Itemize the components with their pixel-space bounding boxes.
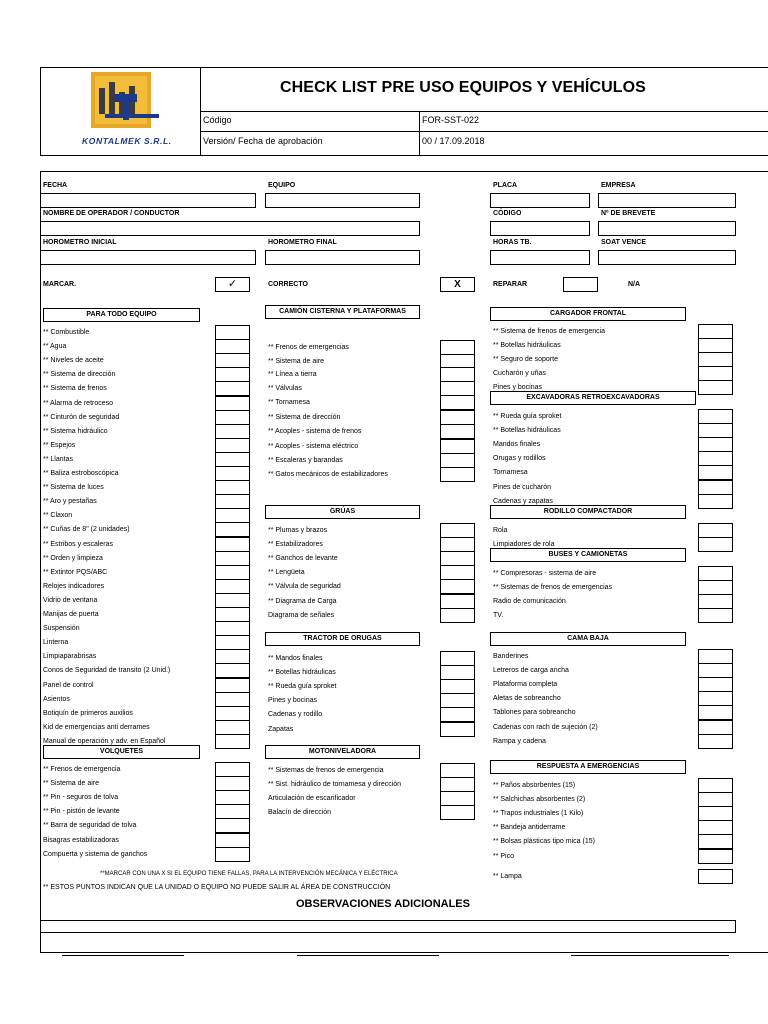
checklist-item-checkbox[interactable]	[698, 677, 733, 692]
observaciones-title: OBSERVACIONES ADICIONALES	[296, 898, 470, 910]
checklist-item-checkbox[interactable]	[215, 678, 250, 693]
checklist-item-checkbox[interactable]	[440, 551, 475, 566]
checklist-item-checkbox[interactable]	[215, 847, 250, 862]
checklist-item-label: Zapatas	[268, 726, 294, 733]
checklist-item-checkbox[interactable]	[215, 720, 250, 735]
checklist-item-checkbox[interactable]	[215, 790, 250, 805]
checklist-item-checkbox[interactable]	[215, 353, 250, 368]
checklist-item-checkbox[interactable]	[215, 537, 250, 552]
checklist-item-checkbox[interactable]	[215, 424, 250, 439]
checklist-item-label: ** Trapos industriales (1 Kilo)	[493, 810, 584, 817]
checklist-item-checkbox[interactable]	[698, 869, 733, 884]
checklist-item-label: Mandos finales	[493, 441, 541, 448]
checklist-item-label: Limpiadores de rola	[493, 541, 555, 548]
checklist-item-checkbox[interactable]	[698, 778, 733, 793]
checklist-item-checkbox[interactable]	[215, 607, 250, 622]
checklist-item-checkbox[interactable]	[440, 410, 475, 425]
empresa-field[interactable]	[598, 193, 736, 208]
checklist-item-label: Cadenas con rach de sujeción (2)	[493, 724, 598, 731]
footer-note-fallas: **MARCAR CON UNA X SI EL EQUIPO TIENE FALLAS, PARA LA INTERVENCIÓN MECÁNICA Y ELÉCTRICA	[100, 871, 398, 877]
soat-field[interactable]	[598, 250, 736, 265]
checklist-item-checkbox[interactable]	[698, 537, 733, 552]
checklist-item-checkbox[interactable]	[215, 325, 250, 340]
brevete-label: Nº DE BREVETE	[601, 210, 656, 217]
checklist-item-checkbox[interactable]	[215, 381, 250, 396]
checklist-item-checkbox[interactable]	[698, 423, 733, 438]
section-title-rodi: RODILLO COMPACTADOR	[490, 505, 686, 519]
equipo-field[interactable]	[265, 193, 420, 208]
checklist-item-label: ** Sist. hidráulico de tornamesa y dirección	[268, 781, 402, 788]
checklist-item-checkbox[interactable]	[698, 324, 733, 339]
checklist-item-label: ** Lampa	[493, 873, 522, 880]
checklist-item-label: Radio de comunicación	[493, 598, 566, 605]
checklist-item-checkbox[interactable]	[440, 651, 475, 666]
checklist-item-checkbox[interactable]	[215, 339, 250, 354]
checklist-item-label: ** Aro y pestañas	[43, 498, 97, 505]
checklist-item-checkbox[interactable]	[698, 820, 733, 835]
checklist-item-checkbox[interactable]	[215, 508, 250, 523]
checklist-item-checkbox[interactable]	[698, 849, 733, 864]
checklist-item-label: ** Pico	[493, 853, 515, 860]
checklist-item-label: Suspensión	[43, 625, 80, 632]
checklist-item-checkbox[interactable]	[698, 580, 733, 595]
checklist-item-label: ** Botellas hidráulicas	[493, 342, 561, 349]
checklist-item-checkbox[interactable]	[215, 734, 250, 749]
checklist-item-label: Rola	[493, 527, 508, 534]
checklist-item-label: Balacín de dirección	[268, 809, 332, 816]
checklist-item-checkbox[interactable]	[440, 579, 475, 594]
checklist-item-checkbox[interactable]	[698, 409, 733, 424]
checklist-item-label: ** Diagrama de Carga	[268, 598, 337, 605]
empresa-label: EMPRESA	[601, 182, 636, 189]
checklist-item-checkbox[interactable]	[215, 635, 250, 650]
version-label: Versión/ Fecha de aprobación	[203, 136, 323, 146]
signature-line-3	[571, 955, 729, 956]
checklist-item-checkbox[interactable]	[698, 608, 733, 623]
correcto-label: CORRECTO	[268, 281, 308, 288]
checklist-item-checkbox[interactable]	[440, 763, 475, 778]
checklist-item-label: Kid de emergencias anti derrames	[43, 724, 150, 731]
checklist-item-label: Tablones para sobreancho	[493, 709, 576, 716]
checklist-item-label: ** Niveles de aceite	[43, 357, 104, 364]
checklist-item-checkbox[interactable]	[698, 792, 733, 807]
checklist-item-label: Pines de cucharón	[493, 484, 551, 491]
checklist-item-label: Tornamesa	[493, 469, 528, 476]
checklist-item-checkbox[interactable]	[698, 338, 733, 353]
checklist-item-label: ** Cinturón de seguridad	[43, 414, 120, 421]
operador-field[interactable]	[40, 221, 420, 236]
checklist-item-checkbox[interactable]	[698, 366, 733, 381]
legend-na-box	[563, 277, 598, 292]
checklist-item-checkbox[interactable]	[440, 594, 475, 609]
checklist-item-label: Relojes indicadores	[43, 583, 105, 590]
checklist-item-label: ** Espejos	[43, 442, 76, 449]
checklist-item-label: ** Mandos finales	[268, 655, 323, 662]
checklist-item-checkbox[interactable]	[215, 706, 250, 721]
checklist-item-checkbox[interactable]	[215, 367, 250, 382]
checklist-item-checkbox[interactable]	[215, 818, 250, 833]
checklist-item-checkbox[interactable]	[215, 804, 250, 819]
checklist-item-label: ** Escaleras y barandas	[268, 457, 343, 464]
checklist-item-checkbox[interactable]	[440, 777, 475, 792]
checklist-item-label: ** Frenos de emergencia	[43, 766, 121, 773]
checklist-item-checkbox[interactable]	[215, 621, 250, 636]
checklist-item-label: ** Rueda guía sproket	[268, 683, 337, 690]
checklist-item-label: ** Sistemas de frenos de emergencias	[493, 584, 613, 591]
checklist-item-label: ** Sistema de dirección	[43, 371, 116, 378]
checklist-item-checkbox[interactable]	[698, 566, 733, 581]
checklist-item-label: ** Barra de seguridad de tolva	[43, 822, 137, 829]
checklist-item-label: ** Claxon	[43, 512, 73, 519]
checklist-item-label: ** Cuñas de 8" (2 unidades)	[43, 526, 130, 533]
checklist-item-checkbox[interactable]	[440, 537, 475, 552]
checklist-item-label: ** Compresoras - sistema de aire	[493, 570, 597, 577]
checklist-item-checkbox[interactable]	[215, 833, 250, 848]
section-title-moto: MOTONIVELADORA	[265, 745, 420, 759]
checklist-item-label: Manijas de puerta	[43, 611, 99, 618]
checklist-item-checkbox[interactable]	[440, 693, 475, 708]
checklist-item-label: ** Válvulas	[268, 385, 302, 392]
checklist-item-label: ** Lengüeta	[268, 569, 305, 576]
checklist-item-label: ** Combustible	[43, 329, 90, 336]
checklist-item-label: ** Estabilizadores	[268, 541, 323, 548]
checklist-item-checkbox[interactable]	[698, 705, 733, 720]
checklist-item-checkbox[interactable]	[698, 734, 733, 749]
checklist-item-label: ** Alarma de retroceso	[43, 400, 114, 407]
checklist-item-label: ** Bolsas plásticas tipo mica (15)	[493, 838, 595, 845]
checklist-item-label: ** Frenos de emergencias	[268, 344, 349, 351]
checklist-item-checkbox[interactable]	[215, 438, 250, 453]
checklist-item-label: ** Sistema de aire	[268, 358, 325, 365]
section-title-carg: CARGADOR FRONTAL	[490, 307, 686, 321]
horometro-inicial-label: HOROMETRO INICIAL	[43, 239, 117, 246]
checklist-item-checkbox[interactable]	[440, 467, 475, 482]
checklist-item-label: ** Sistemas de frenos de emergencia	[268, 767, 384, 774]
checklist-item-checkbox[interactable]	[698, 806, 733, 821]
brevete-field[interactable]	[598, 221, 736, 236]
checklist-item-label: ** Tornamesa	[268, 399, 310, 406]
section-title-bus: BUSES Y CAMIONETAS	[490, 548, 686, 562]
checklist-item-label: Rampa y cadena	[493, 738, 546, 745]
checklist-item-label: Compuerta y sistema de ganchos	[43, 851, 148, 858]
checklist-item-checkbox[interactable]	[440, 439, 475, 454]
checklist-item-label: Articulación de escarificador	[268, 795, 356, 802]
reparar-label: REPARAR	[493, 281, 528, 288]
checklist-item-label: ** Sistema de luces	[43, 484, 104, 491]
section-title-cama: CAMA BAJA	[490, 632, 686, 646]
legend-repair-box: X	[440, 277, 475, 292]
checklist-item-checkbox[interactable]	[215, 762, 250, 777]
checklist-item-checkbox[interactable]	[698, 451, 733, 466]
checklist-item-label: ** Agua	[43, 343, 67, 350]
checklist-item-label: ** Acoples - sistema eléctrico	[268, 443, 359, 450]
checklist-item-label: ** Sistema de frenos	[43, 385, 107, 392]
code-value: FOR-SST-022	[422, 115, 480, 125]
observaciones-field[interactable]	[40, 920, 736, 933]
equipo-label: EQUIPO	[268, 182, 296, 189]
checklist-item-checkbox[interactable]	[440, 453, 475, 468]
checklist-item-label: ** Llantas	[43, 456, 73, 463]
checklist-item-checkbox[interactable]	[215, 565, 250, 580]
checklist-item-checkbox[interactable]	[215, 593, 250, 608]
checklist-item-checkbox[interactable]	[215, 410, 250, 425]
checklist-item-label: ** Rueda guía sproket	[493, 413, 562, 420]
checklist-item-label: Pines y bocinas	[268, 697, 318, 704]
section-title-retro: EXCAVADORAS RETROEXCAVADORAS	[490, 391, 696, 405]
horometro-final-field[interactable]	[265, 250, 420, 265]
horas-label: HORAS TB.	[493, 239, 532, 246]
checklist-item-label: Limpiaparabrisas	[43, 653, 97, 660]
checklist-item-label: ** Válvula de seguridad	[268, 583, 341, 590]
marcar-label: MARCAR.	[43, 281, 77, 288]
checklist-item-label: ** Ganchos de levante	[268, 555, 338, 562]
operador-label: NOMBRE DE OPERADOR / CONDUCTOR	[43, 210, 180, 217]
form-frame	[40, 171, 768, 953]
checklist-item-checkbox[interactable]	[440, 791, 475, 806]
checklist-item-label: Conos de Seguridad de transito (2 Unid.)	[43, 667, 171, 674]
checklist-item-checkbox[interactable]	[440, 340, 475, 355]
checklist-item-label: Asientos	[43, 696, 70, 703]
checklist-item-checkbox[interactable]	[215, 551, 250, 566]
section-title-trac: TRACTOR DE ORUGAS	[265, 632, 420, 646]
checklist-item-checkbox[interactable]	[215, 649, 250, 664]
checklist-item-label: ** Estribos y escaleras	[43, 541, 114, 548]
checklist-item-checkbox[interactable]	[215, 663, 250, 678]
checklist-item-checkbox[interactable]	[215, 579, 250, 594]
checklist-item-label: TV.	[493, 612, 504, 619]
checklist-item-checkbox[interactable]	[440, 707, 475, 722]
checklist-item-label: Banderines	[493, 653, 529, 660]
checklist-item-checkbox[interactable]	[440, 367, 475, 382]
checklist-item-label: Diagrama de señales	[268, 612, 335, 619]
fecha-label: FECHA	[43, 182, 68, 189]
checklist-item-label: ** Sistema de dirección	[268, 414, 341, 421]
checklist-item-checkbox[interactable]	[440, 424, 475, 439]
checklist-item-checkbox[interactable]	[215, 776, 250, 791]
checklist-item-label: ** Botellas hidráulicas	[493, 427, 561, 434]
checklist-item-checkbox[interactable]	[215, 494, 250, 509]
checklist-item-label: Orugas y rodillos	[493, 455, 546, 462]
checklist-item-label: Linterna	[43, 639, 69, 646]
section-title-cist: CAMIÓN CISTERNA Y PLATAFORMAS	[265, 305, 420, 319]
checklist-item-checkbox[interactable]	[440, 665, 475, 680]
checklist-item-label: ** Botellas hidráulicas	[268, 669, 336, 676]
checklist-item-label: ** Baliza estroboscópica	[43, 470, 119, 477]
header-divider-mid	[419, 111, 420, 156]
checklist-item-checkbox[interactable]	[440, 523, 475, 538]
checklist-item-checkbox[interactable]	[698, 480, 733, 495]
checklist-item-label: ** Paños absorbentes (15)	[493, 782, 576, 789]
checklist-item-label: ** Sistema de aire	[43, 780, 100, 787]
checklist-item-label: Aletas de sobreancho	[493, 695, 561, 702]
checklist-item-checkbox[interactable]	[440, 395, 475, 410]
checklist-item-label: Manual de operación y adv. en Español	[43, 738, 166, 745]
checklist-item-label: Plataforma completa	[493, 681, 558, 688]
page-title: CHECK LIST PRE USO EQUIPOS Y VEHÍCULOS	[280, 79, 646, 96]
fecha-field[interactable]	[40, 193, 256, 208]
checklist-item-label: ** Sistema hidráulico	[43, 428, 108, 435]
checklist-item-label: Botiquín de primeros auxilios	[43, 710, 133, 717]
checklist-item-checkbox[interactable]	[215, 692, 250, 707]
checklist-item-checkbox[interactable]	[698, 594, 733, 609]
checklist-item-checkbox[interactable]	[440, 679, 475, 694]
checklist-item-checkbox[interactable]	[698, 380, 733, 395]
checklist-item-label: Panel de control	[43, 682, 94, 689]
horometro-inicial-field[interactable]	[40, 250, 256, 265]
checklist-item-checkbox[interactable]	[215, 522, 250, 537]
footer-note-no-salir: ** ESTOS PUNTOS INDICAN QUE LA UNIDAD O EQUIPO NO PUEDE SALIR AL ÁREA DE CONSTRUCCIÓN	[43, 884, 391, 891]
section-title-grua: GRÚAS	[265, 505, 420, 519]
codigo-field[interactable]	[490, 221, 590, 236]
checklist-item-label: ** Orden y limpieza	[43, 555, 103, 562]
checklist-item-label: ** Pin - seguros de tolva	[43, 794, 119, 801]
checklist-item-label: ** Salchichas absorbentes (2)	[493, 796, 586, 803]
checklist-item-label: ** Acoples - sistema de frenos	[268, 428, 362, 435]
checklist-item-label: Cadenas y rodillo	[268, 711, 323, 718]
checklist-item-label: ** Bandeja antiderrame	[493, 824, 566, 831]
checklist-item-checkbox[interactable]	[698, 691, 733, 706]
checklist-item-checkbox[interactable]	[698, 649, 733, 664]
checklist-item-checkbox[interactable]	[440, 608, 475, 623]
legend-correct-box: ✓	[215, 277, 250, 292]
signature-line-2	[297, 955, 439, 956]
section-title-emer: RESPUESTA A EMERGENCIAS	[490, 760, 686, 774]
code-label: Código	[203, 115, 232, 125]
checklist-item-checkbox[interactable]	[215, 466, 250, 481]
checklist-item-checkbox[interactable]	[440, 722, 475, 737]
checklist-item-checkbox[interactable]	[698, 494, 733, 509]
checklist-item-label: Pines y bocinas	[493, 384, 543, 391]
placa-label: PLACA	[493, 182, 518, 189]
section-title-todo: PARA TODO EQUIPO	[43, 308, 200, 322]
checklist-item-checkbox[interactable]	[215, 480, 250, 495]
codigo-label: CÓDIGO	[493, 210, 522, 217]
checklist-item-label: Bisagras estabilizadoras	[43, 837, 119, 844]
horas-field[interactable]	[490, 250, 590, 265]
signature-line-1	[62, 955, 184, 956]
checklist-item-checkbox[interactable]	[215, 452, 250, 467]
checklist-item-checkbox[interactable]	[440, 805, 475, 820]
checklist-item-checkbox[interactable]	[698, 720, 733, 735]
checklist-item-checkbox[interactable]	[215, 396, 250, 411]
checklist-item-label: ** Sistema de frenos de emergencia	[493, 328, 606, 335]
checklist-item-checkbox[interactable]	[698, 834, 733, 849]
version-value: 00 / 17.09.2018	[422, 136, 485, 146]
checklist-item-label: ** Extintor PQS/ABC	[43, 569, 108, 576]
checklist-item-label: Cucharón y uñas	[493, 370, 546, 377]
logo-text: KONTALMEK S.R.L.	[82, 136, 172, 146]
checklist-item-label: ** Línea a tierra	[268, 371, 317, 378]
checklist-item-checkbox[interactable]	[698, 663, 733, 678]
checklist-item-checkbox[interactable]	[698, 352, 733, 367]
checklist-item-label: Vidrio de ventana	[43, 597, 98, 604]
checklist-item-label: ** Pin - pistón de levante	[43, 808, 120, 815]
checklist-item-checkbox[interactable]	[698, 437, 733, 452]
checklist-item-checkbox[interactable]	[440, 565, 475, 580]
header-divider-code	[200, 111, 768, 112]
checklist-item-label: ** Seguro de soporte	[493, 356, 558, 363]
checklist-item-label: Cadenas y zapatas	[493, 498, 553, 505]
placa-field[interactable]	[490, 193, 590, 208]
checklist-item-label: ** Plumas y brazos	[268, 527, 328, 534]
checklist-item-checkbox[interactable]	[440, 381, 475, 396]
checklist-item-checkbox[interactable]	[698, 523, 733, 538]
checklist-item-label: Letreros de carga ancha	[493, 667, 569, 674]
checklist-item-label: ** Gatos mecánicos de estabilizadores	[268, 471, 388, 478]
soat-label: SOAT VENCE	[601, 239, 646, 246]
horometro-final-label: HOROMETRO FINAL	[268, 239, 337, 246]
header-divider-version	[200, 131, 768, 132]
na-label: N/A	[628, 281, 641, 288]
checklist-item-checkbox[interactable]	[698, 465, 733, 480]
section-title-volq: VOLQUETES	[43, 745, 200, 759]
